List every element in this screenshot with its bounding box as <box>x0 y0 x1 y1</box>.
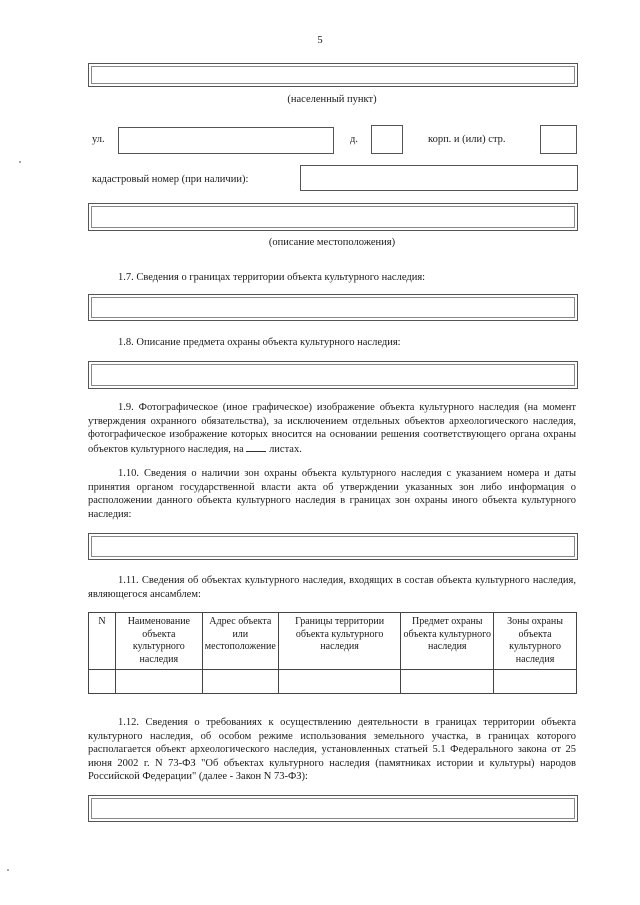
col-header-number: N <box>89 613 116 670</box>
section-1-10-body: 1.10. Сведения о наличии зон охраны объекта культурного наследия с указанием номера и даты принятия органом государственной власти акта об утверждении указанных зон либо информация о расположении данного объекта культурного наследия в границах зон охраны иного объекта культурного наследия: <box>88 468 576 520</box>
section-1-8-title: 1.8. Описание предмета охраны объекта культурного наследия: <box>118 337 401 348</box>
col-header-name: Наименование объекта культурного наследия <box>115 613 202 670</box>
section-1-11-body: 1.11. Сведения об объектах культурного наследия, входящих в состав объекта культурного наследия, являющегося ансамблем: <box>88 575 576 600</box>
scan-speck <box>7 869 9 871</box>
building-field[interactable] <box>540 125 577 154</box>
section-1-12-body: 1.12. Сведения о требованиях к осуществлению деятельности в границах территории объекта культурного наследия, об особом режиме использования земельного участка, в границах которого располагается объект археологического наследия, установленных статьей 5.1 Федерального закона от 25 июня 2002 г. N 73-ФЗ "Об объектах культурного наследия (памятниках истории и культуры) народов Российской Федерации" (далее - Закон N 73-ФЗ): <box>88 717 576 783</box>
building-label: корп. и (или) стр. <box>428 134 506 145</box>
table-row <box>89 670 577 694</box>
col-header-address: Адрес объекта или местоположение <box>202 613 278 670</box>
section-1-10-text <box>88 467 576 521</box>
col-header-protection-subject: Предмет охраны объекта культурного наследия <box>401 613 494 670</box>
page-number: 5 <box>317 35 323 46</box>
col-header-boundaries: Границы территории объекта культурного наследия <box>278 613 401 670</box>
sheet-count-blank[interactable] <box>246 442 266 452</box>
section-1-12-field[interactable] <box>88 795 578 822</box>
location-field[interactable] <box>88 203 578 231</box>
section-1-9-part2: листах. <box>269 443 302 455</box>
scan-speck <box>19 161 21 163</box>
section-1-7-title: 1.7. Сведения о границах территории объекта культурного наследия: <box>118 272 426 283</box>
section-1-11-text <box>88 574 576 601</box>
table-cell[interactable] <box>89 670 116 694</box>
location-caption: (описание местоположения) <box>268 237 396 248</box>
section-1-9-part1: 1.9. Фотографическое (иное графическое) изображение объекта культурного наследия (на момент утверждения охранного обязательства), за исключением отдельных объектов археологического наследия, фотографическое изображение которых вносится на основании решения соответствующего органа охраны объектов культурного наследия, на <box>88 402 576 455</box>
cadastral-field[interactable] <box>300 165 578 191</box>
cadastral-label: кадастровый номер (при наличии): <box>92 174 249 185</box>
ensemble-objects-table <box>88 612 577 694</box>
table-cell[interactable] <box>494 670 577 694</box>
house-label: д. <box>350 134 358 145</box>
table-header-row <box>89 613 577 670</box>
locality-caption: (населенный пункт) <box>287 94 377 105</box>
section-1-10-field[interactable] <box>88 533 578 560</box>
house-field[interactable] <box>371 125 403 154</box>
street-field[interactable] <box>118 127 334 154</box>
section-1-12-text <box>88 716 576 784</box>
section-1-7-field[interactable] <box>88 294 578 321</box>
section-1-8-field[interactable] <box>88 361 578 389</box>
table-cell[interactable] <box>202 670 278 694</box>
section-1-9-text <box>88 401 576 456</box>
table-cell[interactable] <box>278 670 401 694</box>
locality-field[interactable] <box>88 63 578 87</box>
street-label: ул. <box>92 134 105 145</box>
col-header-protection-zones: Зоны охраны объекта культурного наследия <box>494 613 577 670</box>
table-cell[interactable] <box>115 670 202 694</box>
table-cell[interactable] <box>401 670 494 694</box>
